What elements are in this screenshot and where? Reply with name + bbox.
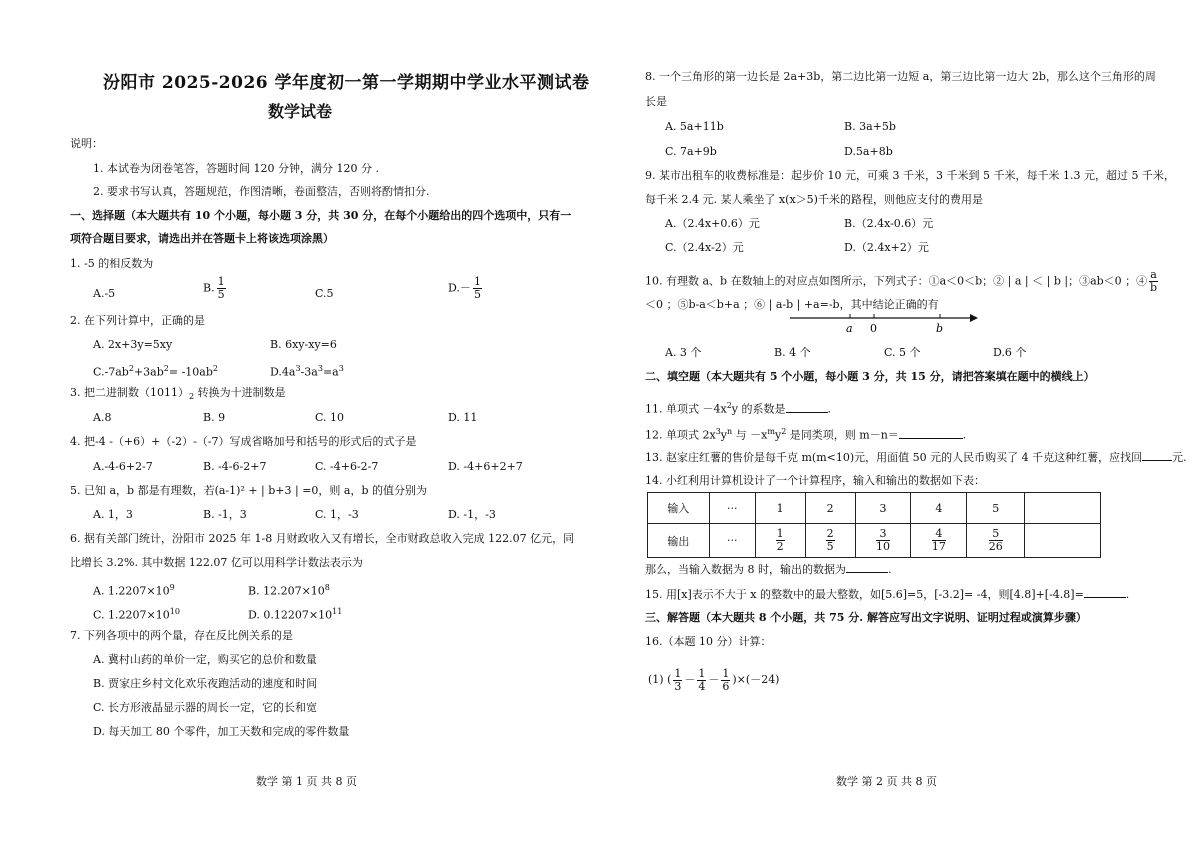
exponent: 8 <box>324 583 330 592</box>
q11-text: 11. 单项式 －4x <box>645 402 727 416</box>
fraction-denominator: 5 <box>826 540 834 553</box>
q16-part-label: (1) <box>648 673 664 686</box>
fraction-numerator: 3 <box>876 528 890 541</box>
section-1-heading-cont: 项符合题目要求，请选出并在答题卡上将该选项涂黑） <box>70 232 334 245</box>
exam-page-2 <box>600 0 1200 849</box>
fraction <box>932 528 946 553</box>
fraction-denominator: 10 <box>875 540 890 553</box>
q5-option-b: B. -1，3 <box>203 508 247 521</box>
q9-option-d: D.（2.4x+2）元 <box>844 241 929 254</box>
q12-text: 与 －x <box>732 428 768 442</box>
q1-option-c: C.5 <box>315 287 334 300</box>
io-input-cell: 1 <box>755 493 805 524</box>
fraction-numerator: 1 <box>722 666 730 680</box>
q6-option-a <box>93 581 175 599</box>
q9-stem-cont: 每千米 2.4 元. 某人乘坐了 x(x＞5)千米的路程，则他应支付的费用是 <box>645 193 983 206</box>
q14-question: 那么，当输入数据为 8 时，输出的数据为 . <box>645 563 892 576</box>
fraction-numerator: 1 <box>698 666 706 680</box>
page-footer-2: 数学 第 2 页 共 8 页 <box>836 775 937 788</box>
q1-option-a: A.-5 <box>93 287 116 300</box>
exponent: n <box>727 427 733 436</box>
q15-text: 15. 用[x]表示不大于 x 的整数中的最大整数，如[5.6]=5，[-3.2]= -4，则[4.8]+[-4.8]= <box>645 588 1084 601</box>
q2-c-part: = -10ab <box>168 365 213 379</box>
section-2-heading: 二、填空题（本大题共有 5 个小题，每小题 3 分，共 15 分，请把答案填在题中的横线上） <box>645 370 1095 383</box>
q2-c-part: +3ab <box>133 365 164 379</box>
q4-stem: 4. 把-4 -（+6）+（-2）-（-7）写成省略加号和括号的形式后的式子是 <box>70 435 417 448</box>
io-ellipsis: ··· <box>709 493 755 524</box>
fraction <box>673 668 682 693</box>
fraction <box>776 528 785 553</box>
fraction-numerator: 1 <box>217 275 225 288</box>
q2-d-part: =a <box>322 365 339 379</box>
q3-stem-text: 3. 把二进制数（1011） <box>70 386 189 399</box>
exponent: 3 <box>715 427 721 436</box>
fraction-numerator: 2 <box>826 527 834 540</box>
fraction-denominator: 26 <box>988 540 1003 553</box>
exponent: 2 <box>781 427 787 436</box>
q4-option-b: B. -4-6-2+7 <box>203 460 267 473</box>
q13-unit: 元. <box>1172 451 1187 464</box>
q4-option-d: D. -4+6+2+7 <box>448 460 523 473</box>
io-output-cell <box>755 524 805 558</box>
io-input-cell: 2 <box>805 493 855 524</box>
q12-text: y <box>774 428 782 442</box>
q6-option-c <box>93 605 180 623</box>
page-footer-1: 数学 第 1 页 共 8 页 <box>256 775 357 788</box>
q8-option-c: C. 7a+9b <box>665 145 717 158</box>
q1-option-b <box>203 276 228 301</box>
exponent: 2 <box>163 364 169 373</box>
q14-after-text: 那么，当输入数据为 8 时，输出的数据为 <box>645 563 846 576</box>
q8-stem-cont: 长是 <box>645 95 667 108</box>
fraction-numerator: 4 <box>932 528 946 541</box>
io-output-label: 输出 <box>648 524 710 558</box>
section-3-heading: 三、解答题（本大题共 8 个小题，共 75 分. 解答应写出文字说明、证明过程或演算步骤） <box>645 611 1087 624</box>
q8-option-b: B. 3a+5b <box>844 120 896 133</box>
q3-stem-text: 转换为十进制数是 <box>194 386 286 399</box>
io-input-label: 输入 <box>648 493 710 524</box>
io-empty-cell <box>1025 493 1101 524</box>
q10-stem <box>645 269 1160 294</box>
q16-stem: 16.（本题 10 分）计算： <box>645 635 772 648</box>
q6-stem: 6. 据有关部门统计，汾阳市 2025 年 1-8 月财政收入又有增长，全市财政总收入完成 122.07 亿元，同 <box>70 532 575 545</box>
exponent: 2 <box>128 364 134 373</box>
notes-label: 说明： <box>70 137 103 150</box>
exponent: 3 <box>317 364 323 373</box>
exam-subtitle: 数学试卷 <box>268 102 333 121</box>
q12-text: y <box>720 428 728 442</box>
q5-stem: 5. 已知 a，b 都是有理数，若(a-1)² + | b+3 | =0，则 a，b 的值分别为 <box>70 484 428 497</box>
q2-d-part: D.4a <box>270 365 296 379</box>
q10-option-a: A. 3 个 <box>665 346 702 359</box>
io-table-output-row <box>648 524 1101 558</box>
q16-operator: － <box>708 673 720 686</box>
io-output-cell <box>911 524 967 558</box>
number-line-label-a: a <box>846 322 853 335</box>
q9-stem: 9. 某市出租车的收费标准是：起步价 10 元，可乘 3 千米，3 千米到 5 千米，每千米 1.3 元，超过 5 千米， <box>645 169 1175 182</box>
q7-stem: 7. 下列各项中的两个量，存在反比例关系的是 <box>70 629 293 642</box>
fraction <box>826 528 835 553</box>
q16-part-1 <box>648 666 779 694</box>
q11: 11. 单项式 $-4x^2y$ 的系数是 . <box>645 401 832 416</box>
q6-option-b <box>248 581 330 599</box>
q7-option-a: A. 冀村山药的单价一定，购买它的总价和数量 <box>93 653 317 666</box>
q2-c-part: C.-7ab <box>93 365 129 379</box>
q6-option-d <box>248 605 342 623</box>
fraction-denominator: 3 <box>674 679 682 693</box>
exponent: 3 <box>338 364 344 373</box>
q2-stem: 2. 在下列计算中，正确的是 <box>70 314 205 327</box>
q5-option-c: C. 1，-3 <box>315 508 359 521</box>
q2-d-part: -3a <box>300 365 318 379</box>
number-line-arrow-icon <box>970 314 978 322</box>
q5-option-a: A. 1，3 <box>93 508 133 521</box>
io-output-cell <box>855 524 911 558</box>
exponent: 9 <box>169 583 175 592</box>
q11-text: y 的系数是 <box>731 402 786 416</box>
io-input-cell: 4 <box>911 493 967 524</box>
q2-option-a: A. 2x+3y=5xy <box>93 338 173 351</box>
exponent: 11 <box>332 607 343 616</box>
q6-b-text: B. 12.207×10 <box>248 584 325 598</box>
q6-stem-cont: 比增长 3.2%. 其中数据 122.07 亿可以用科学计数法表示为 <box>70 556 363 569</box>
q10-option-b: B. 4 个 <box>774 346 811 359</box>
exponent: 3 <box>295 364 301 373</box>
q13 <box>645 450 1187 465</box>
q1-option-d-prefix: D.－ <box>448 281 471 295</box>
fraction <box>1149 269 1158 294</box>
q2-option-b: B. 6xy-xy=6 <box>270 338 337 351</box>
q2-option-d <box>270 362 344 380</box>
io-output-cell <box>967 524 1025 558</box>
answer-blank[interactable] <box>1142 450 1172 461</box>
fraction-denominator: 5 <box>473 288 481 301</box>
exponent: 10 <box>169 607 180 616</box>
fraction-numerator: 1 <box>674 666 682 680</box>
io-input-cell: 5 <box>967 493 1025 524</box>
q6-d-text: D. 0.12207×10 <box>248 608 333 622</box>
q16-paren: )×(－24) <box>732 673 780 686</box>
fraction-numerator: 1 <box>473 275 481 288</box>
q12: 12. 单项式 $2x^3y^n$ 与 $-x^my^2$ 是同类项，则 m－n＝ . <box>645 427 967 442</box>
io-table <box>647 492 1101 558</box>
fraction-numerator: 5 <box>989 528 1003 541</box>
q9-option-a: A.（2.4x+0.6）元 <box>665 217 760 230</box>
q6-c-text: C. 1.2207×10 <box>93 608 170 622</box>
q4-option-a: A.-4-6+2-7 <box>93 460 153 473</box>
q8-option-d: D.5a+8b <box>844 145 893 158</box>
fraction <box>721 668 730 693</box>
note-1: 1. 本试卷为闭卷笔答，答题时间 120 分钟，满分 120 分 . <box>93 162 379 175</box>
fraction <box>989 528 1003 553</box>
fraction <box>876 528 890 553</box>
answer-blank[interactable] <box>846 562 888 573</box>
q3-option-c: C. 10 <box>315 411 345 424</box>
number-line <box>790 310 980 336</box>
section-1-heading: 一、选择题（本大题共有 10 个小题，每小题 3 分，共 30 分，在每个小题给出的四个选项中，只有一 <box>70 209 572 222</box>
io-output-cell <box>805 524 855 558</box>
q2-option-c <box>93 362 218 380</box>
fraction-denominator: 2 <box>776 540 784 553</box>
fraction-numerator: a <box>1150 268 1157 281</box>
q3-option-b: B. 9 <box>203 411 226 424</box>
answer-blank[interactable] <box>1084 587 1126 598</box>
q15: 15. 用[x]表示不大于 x 的整数中的最大整数，如[5.6]=5，[-3.2]= -4，则[4.8]+[-4.8]= . <box>645 588 1130 601</box>
q4-option-c: C. -4+6-2-7 <box>315 460 379 473</box>
q3-stem <box>70 386 286 404</box>
q1-option-b-prefix: B. <box>203 281 215 295</box>
fraction-denominator: 17 <box>931 540 946 553</box>
io-empty-cell <box>1025 524 1101 558</box>
q3-option-d: D. 11 <box>448 411 478 424</box>
q10-stem-text: 10. 有理数 a、b 在数轴上的对应点如图所示，下列式子：①a＜0＜b；② | a | ＜ | b |；③ab＜0 ；④ <box>645 274 1148 288</box>
q10-stem-cont: ＜0 ；⑤b-a＜b+a ；⑥ | a-b | +a=-b，其中结论正确的有 <box>645 298 939 311</box>
fraction-denominator: 6 <box>722 679 730 693</box>
exponent: 2 <box>726 401 732 410</box>
q13-text: 13. 赵家庄红薯的售价是每千克 m(m<10)元，用面值 50 元的人民币购买了 4 千克这种红薯，应找回 <box>645 451 1143 464</box>
fraction <box>697 668 706 693</box>
fraction-numerator: 1 <box>776 527 784 540</box>
q7-option-b: B. 贾家庄乡村文化欢乐夜跑活动的速度和时间 <box>93 677 318 690</box>
q12-text: 12. 单项式 2x <box>645 428 716 442</box>
exponent: m <box>767 427 775 436</box>
fraction <box>217 276 226 301</box>
io-input-cell: 3 <box>855 493 911 524</box>
fraction-denominator: 5 <box>217 288 225 301</box>
q6-a-text: A. 1.2207×10 <box>93 584 170 598</box>
q1-stem: 1. -5 的相反数为 <box>70 257 154 270</box>
q1-option-d <box>448 276 484 301</box>
fraction <box>473 276 482 301</box>
subscript: 2 <box>189 392 195 402</box>
q14-stem: 14. 小红利用计算机设计了一个计算程序，输入和输出的数据如下表： <box>645 474 985 487</box>
q9-option-c: C.（2.4x-2）元 <box>665 241 744 254</box>
answer-blank[interactable] <box>899 428 963 439</box>
number-line-label-0: 0 <box>870 322 877 335</box>
q12-text: 是同类项，则 m－n＝ <box>786 428 899 442</box>
exam-title: 汾阳市 2025-2026 学年度初一第一学期期中学业水平测试卷 <box>103 73 590 93</box>
q3-option-a: A.8 <box>93 411 112 424</box>
io-ellipsis: ··· <box>709 524 755 558</box>
q8-stem: 8. 一个三角形的第一边长是 2a+3b，第二边比第一边短 a，第三边比第一边大 2b，那么这个三角形的周 <box>645 70 1156 83</box>
answer-blank[interactable] <box>786 402 828 413</box>
fraction-denominator: b <box>1149 281 1157 294</box>
exponent: 2 <box>212 364 218 373</box>
q7-option-d: D. 每天加工 80 个零件，加工天数和完成的零件数量 <box>93 725 350 738</box>
fraction-denominator: 4 <box>698 679 706 693</box>
io-table-input-row <box>648 493 1101 524</box>
q16-paren: ( <box>667 673 672 686</box>
q5-option-d: D. -1，-3 <box>448 508 496 521</box>
q8-option-a: A. 5a+11b <box>665 120 724 133</box>
q10-option-c: C. 5 个 <box>884 346 921 359</box>
number-line-label-b: b <box>936 322 944 335</box>
note-2: 2. 要求书写认真，答题规范，作图清晰，卷面整洁，否则将酌情扣分. <box>93 185 430 198</box>
q10-option-d: D.6 个 <box>993 346 1027 359</box>
q7-option-c: C. 长方形液晶显示器的周长一定，它的长和宽 <box>93 701 318 714</box>
q9-option-b: B.（2.4x-0.6）元 <box>844 217 934 230</box>
q16-operator: － <box>684 673 696 686</box>
